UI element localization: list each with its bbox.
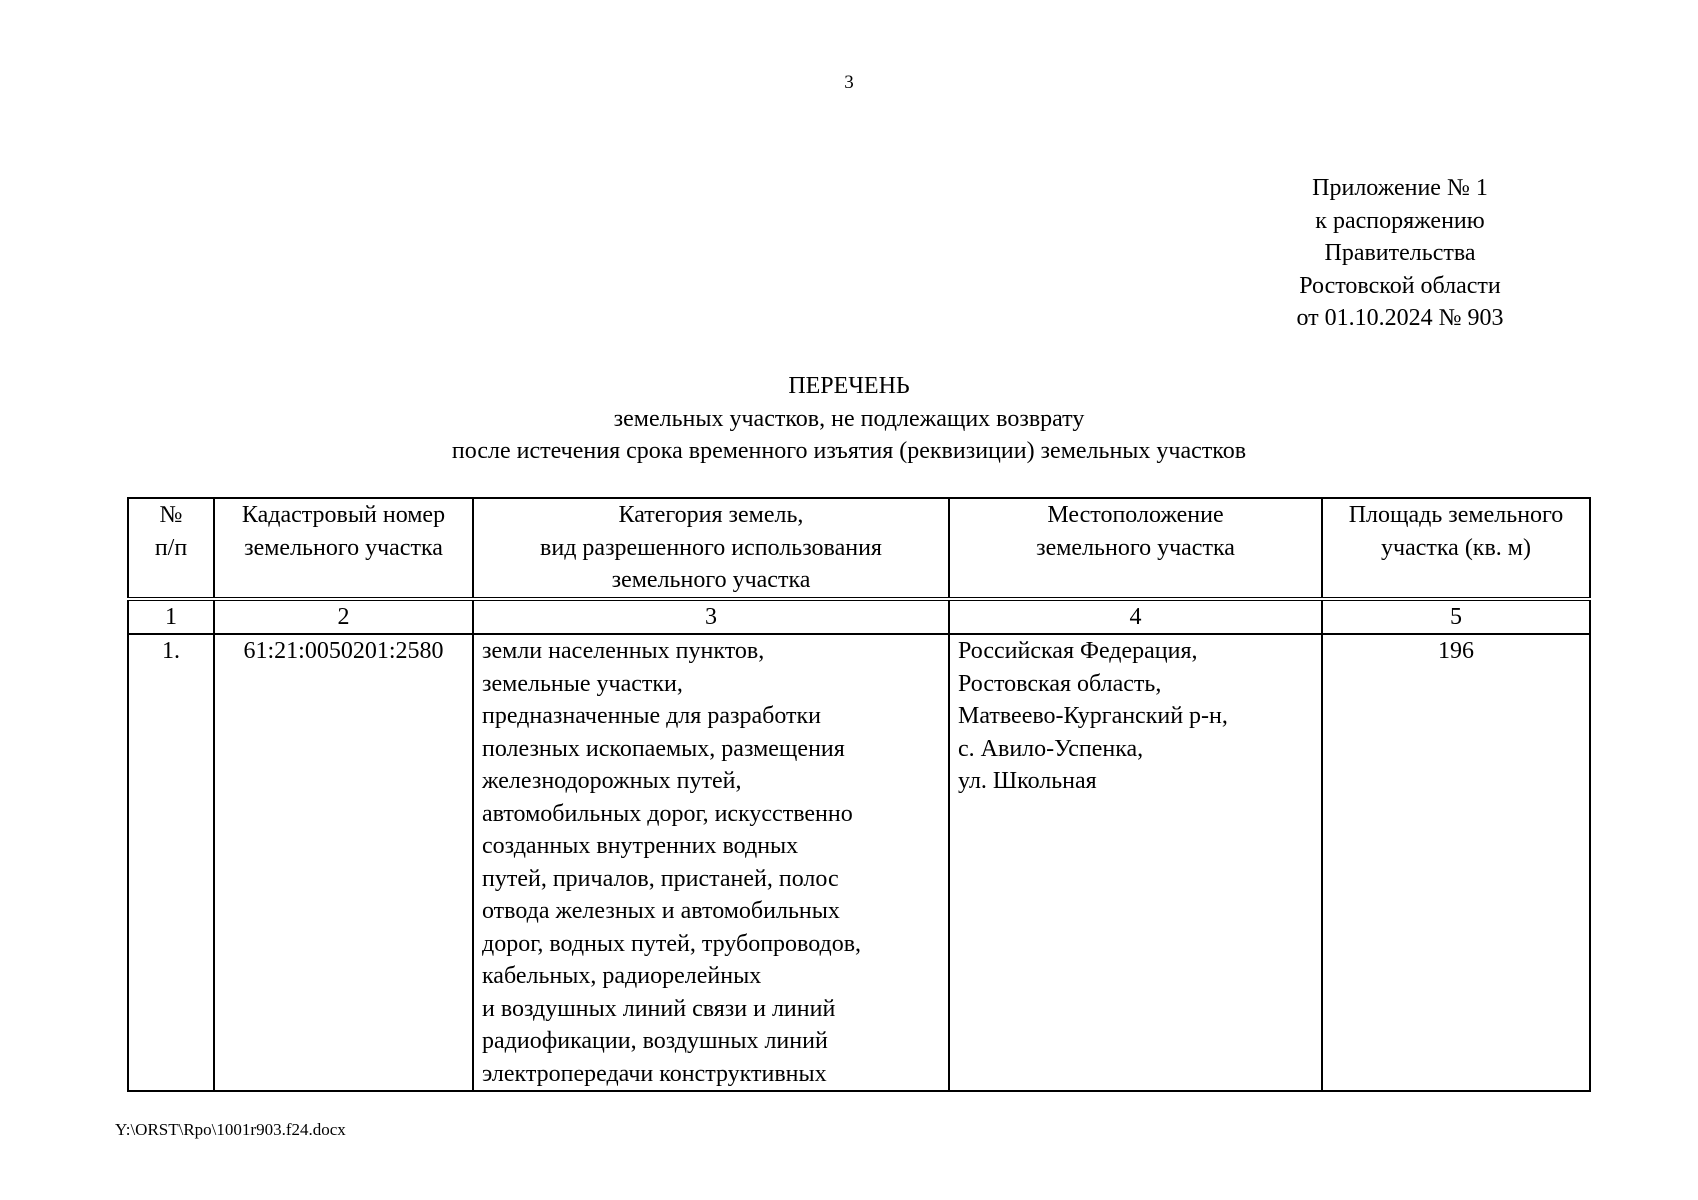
table-header-row — [128, 498, 1590, 599]
document-title — [0, 370, 1698, 468]
header-text: Площадь земельного — [1348, 502, 1564, 528]
column-number: 5 — [1322, 599, 1590, 635]
header-text: земельного участка — [611, 567, 811, 593]
location-line: Российская Федерация, — [958, 638, 1198, 664]
location-line: ул. Школьная — [958, 768, 1097, 794]
header-text: Местоположение — [1047, 502, 1224, 528]
header-text: земельного участка — [244, 534, 443, 561]
header-text: № — [159, 502, 183, 528]
location-line: Матвеево-Курганский р-н, — [958, 703, 1228, 729]
header-cell-number — [128, 498, 214, 599]
category-line: путей, причалов, пристаней, полос — [482, 865, 839, 892]
land-plots-table — [127, 497, 1591, 1092]
header-text: земельного участка — [1036, 534, 1235, 561]
header-cell-cadastral — [214, 498, 473, 599]
category-line: электропередачи конструктивных — [482, 1060, 827, 1087]
header-text: п/п — [154, 534, 188, 561]
appendix-line: Ростовской области — [1299, 272, 1501, 299]
category-line: кабельных, радиорелейных — [482, 963, 762, 989]
category-line: железнодорожных путей, — [482, 768, 742, 794]
area-cell: 196 — [1322, 634, 1590, 1091]
category-line: отвода железных и автомобильных — [482, 898, 840, 924]
header-cell-area — [1322, 498, 1590, 599]
header-text: Категория земель, — [618, 502, 804, 528]
location-line: Ростовская область, — [958, 670, 1162, 697]
appendix-line: Приложение № 1 — [1312, 175, 1488, 201]
category-line: полезных ископаемых, размещения — [482, 735, 845, 762]
category-cell — [473, 634, 949, 1091]
table-row — [128, 634, 1590, 1091]
title-line: земельных участков, не подлежащих возврату — [613, 405, 1085, 432]
category-line: радиофикации, воздушных линий — [482, 1028, 828, 1054]
header-cell-location — [949, 498, 1322, 599]
header-cell-category — [473, 498, 949, 599]
category-line: земельные участки, — [482, 670, 683, 697]
category-line: автомобильных дорог, искусственно — [482, 800, 853, 827]
category-line: дорог, водных путей, трубопроводов, — [482, 930, 862, 957]
column-number: 4 — [949, 599, 1322, 635]
header-text: Кадастровый номер — [241, 502, 446, 528]
appendix-line: Правительства — [1324, 240, 1476, 266]
category-line: земли населенных пунктов, — [482, 638, 765, 664]
column-number: 2 — [214, 599, 473, 635]
title-line: после истечения срока временного изъятия (реквизиции) земельных участков — [451, 438, 1247, 464]
page-number: 3 — [844, 72, 854, 93]
header-text: вид разрешенного использования — [540, 534, 882, 561]
location-line: с. Авило-Успенка, — [958, 735, 1144, 762]
cadastral-number-cell: 61:21:0050201:2580 — [214, 634, 473, 1091]
category-line: предназначенные для разработки — [482, 703, 821, 729]
column-number: 3 — [473, 599, 949, 635]
appendix-line: к распоряжению — [1315, 207, 1485, 234]
column-number-row — [128, 599, 1590, 635]
appendix-line: от 01.10.2024 № 903 — [1296, 305, 1504, 331]
row-number-cell: 1. — [128, 634, 214, 1091]
column-number: 1 — [128, 599, 214, 635]
file-path-footer: Y:\ORST\Rpo\1001r903.f24.docx — [115, 1120, 346, 1139]
title-heading: ПЕРЕЧЕНЬ — [788, 373, 910, 399]
category-line: и воздушных линий связи и линий — [482, 995, 836, 1022]
category-line: созданных внутренних водных — [482, 833, 799, 859]
appendix-block — [1250, 172, 1550, 335]
location-cell — [949, 634, 1322, 1091]
header-text: участка (кв. м) — [1381, 534, 1531, 561]
